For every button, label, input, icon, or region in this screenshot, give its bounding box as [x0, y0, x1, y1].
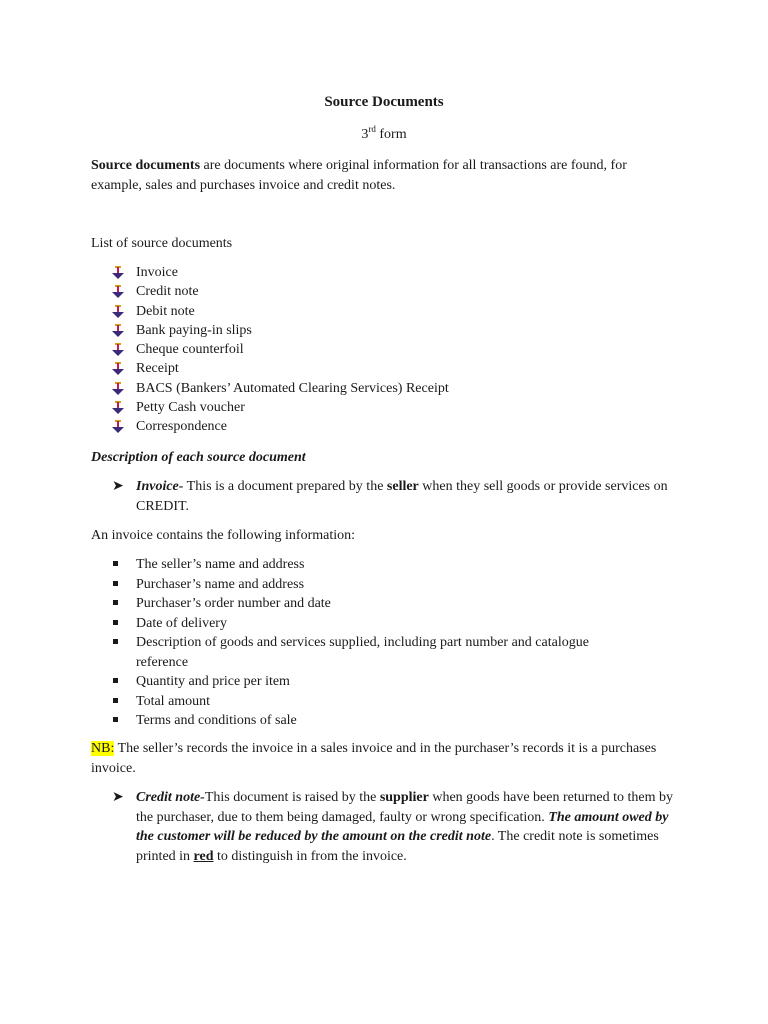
arrow-down-bullet-icon — [112, 382, 124, 395]
subtitle — [0, 125, 768, 145]
square-bullet-icon — [113, 581, 118, 586]
square-bullet-icon — [113, 639, 118, 644]
list-item — [91, 417, 449, 436]
list-item-label: Date of delivery — [136, 615, 227, 631]
intro-text: are documents where original information for all transactions are found, for example, sales and purchases invoice and credit notes. — [91, 158, 627, 193]
list-item — [91, 692, 677, 712]
arrow-down-bullet-icon — [112, 305, 124, 318]
list-item — [91, 398, 449, 417]
invoice-description — [136, 477, 676, 516]
intro-paragraph — [91, 156, 677, 195]
credit-note-text-4: to distinguish in from the invoice. — [213, 848, 407, 864]
arrow-down-bullet-icon — [112, 362, 124, 375]
list-item — [91, 555, 677, 575]
credit-note-bold-italic: The amount owed by the customer will be reduced by the amount on the credit note — [136, 809, 669, 844]
invoice-text-before: This is a document prepared by the — [183, 479, 387, 494]
nb-label: NB: — [91, 741, 115, 756]
list-item — [91, 672, 677, 692]
intro-term: Source documents — [91, 158, 201, 173]
list-item — [91, 282, 449, 301]
invoice-text-after: when they sell goods or provide services on CREDIT. — [136, 479, 668, 514]
list-item-label: Bank paying-in slips — [136, 322, 252, 338]
invoice-term: Invoice- — [136, 479, 184, 494]
credit-note-text-3: . The credit note is sometimes printed in — [136, 829, 659, 864]
invoice-info-list — [91, 555, 677, 731]
square-bullet-icon — [113, 600, 118, 605]
list-item — [91, 614, 677, 634]
list-item-label: Petty Cash voucher — [136, 400, 245, 416]
arrow-down-bullet-icon — [112, 420, 124, 433]
square-bullet-icon — [113, 698, 118, 703]
form-label: form — [375, 127, 407, 142]
list-item-label: Terms and conditions of sale — [136, 713, 297, 728]
list-item — [91, 321, 449, 340]
list-item-label: Credit note — [136, 284, 199, 300]
form-number: 3 — [361, 127, 369, 142]
arrow-down-bullet-icon — [112, 285, 124, 298]
list-item-label: BACS (Bankers’ Automated Clearing Services) Receipt — [136, 380, 449, 396]
nb-text: The seller’s records the invoice in a sales invoice and in the purchaser’s records it is a purchases invoice. — [91, 741, 657, 776]
chevron-right-bullet-icon: ➤ — [112, 790, 124, 805]
chevron-right-bullet-icon: ➤ — [112, 479, 124, 494]
square-bullet-icon — [113, 620, 118, 625]
list-item — [91, 302, 449, 321]
list-item — [91, 340, 449, 359]
square-bullet-icon — [113, 717, 118, 722]
source-documents-list — [91, 263, 449, 437]
list-item — [91, 359, 449, 378]
square-bullet-icon — [113, 561, 118, 566]
list-item-label: Description of goods and services supplied, including part number and catalogue reference — [136, 635, 589, 670]
credit-note-description — [136, 788, 676, 866]
page-title: Source Documents — [324, 94, 444, 110]
list-item-label: Quantity and price per item — [136, 674, 290, 689]
credit-note-term: Credit note- — [136, 790, 205, 805]
list-item-label: Debit note — [136, 303, 195, 319]
form-ordinal: rd — [368, 124, 376, 134]
arrow-down-bullet-icon — [112, 266, 124, 279]
invoice-contains-heading: An invoice contains the following information: — [91, 528, 356, 543]
list-item — [91, 379, 449, 398]
list-item-label: The seller’s name and address — [136, 557, 305, 572]
nb-note — [91, 739, 677, 778]
credit-note-red-word: red — [193, 848, 214, 864]
credit-note-text-2: when goods have been returned to them by the purchaser, due to them being damaged, faulty or wrong specification. — [136, 790, 673, 825]
list-item — [91, 711, 677, 731]
square-bullet-icon — [113, 678, 118, 683]
arrow-down-bullet-icon — [112, 324, 124, 337]
list-item-label: Receipt — [136, 361, 179, 377]
list-item — [91, 633, 677, 672]
list-item-label: Total amount — [136, 693, 211, 709]
list-item-label: Purchaser’s name and address — [136, 576, 305, 592]
list-item — [91, 575, 677, 595]
invoice-emphasis: seller — [386, 479, 419, 494]
list-item-label: Cheque counterfoil — [136, 342, 244, 358]
credit-note-text-1: This document is raised by the — [204, 790, 380, 805]
arrow-down-bullet-icon — [112, 343, 124, 356]
list-item-label: Invoice — [136, 265, 178, 280]
arrow-down-bullet-icon — [112, 401, 124, 414]
list-item — [91, 263, 449, 282]
list-item — [91, 594, 677, 614]
credit-note-emphasis: supplier — [379, 790, 429, 805]
list-heading: List of source documents — [91, 236, 233, 251]
description-heading: Description of each source document — [91, 450, 306, 465]
list-item-label: Correspondence — [136, 419, 227, 435]
list-item-label: Purchaser’s order number and date — [136, 596, 331, 611]
